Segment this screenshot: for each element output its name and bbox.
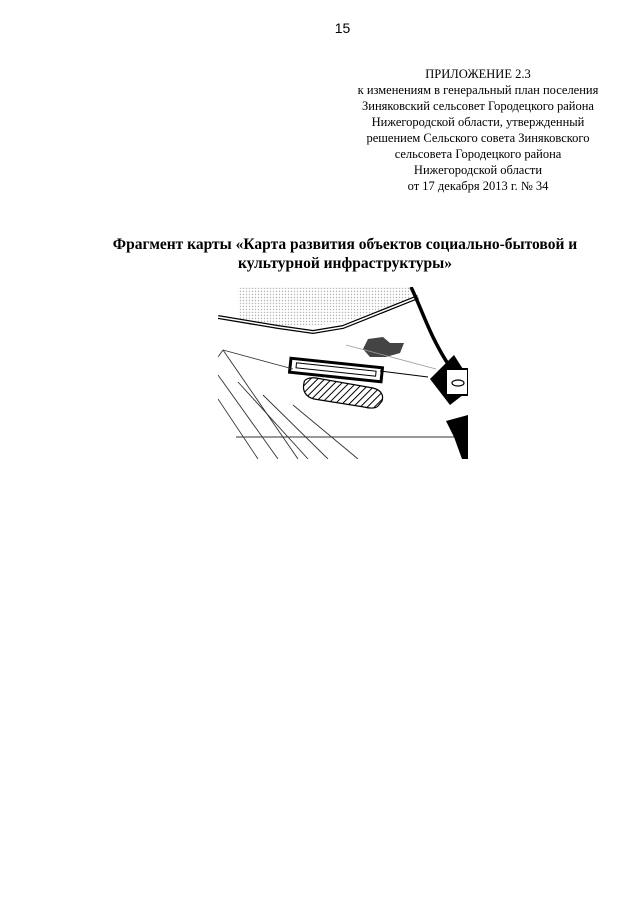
appendix-block: [328, 66, 628, 194]
page-number: 15: [334, 20, 351, 36]
map-title: [60, 235, 630, 273]
appendix-line: к изменениям в генеральный план поселения: [357, 83, 599, 97]
planned-area: [303, 378, 382, 408]
map-title-line-1: Фрагмент карты «Карта развития объектов социально-бытовой и: [112, 236, 578, 253]
map-drawing: [218, 287, 468, 459]
appendix-heading: ПРИЛОЖЕНИЕ 2.3: [425, 67, 531, 81]
path-line: [380, 371, 428, 377]
appendix-line: решением Сельского совета Зиняковского: [366, 131, 590, 145]
pond: [363, 337, 404, 357]
corner-block-2: [454, 437, 468, 459]
dotted-area: [238, 287, 413, 327]
corner-block: [446, 415, 468, 437]
appendix-line: Нижегородской области, утвержденный: [371, 115, 585, 129]
map-title-line-2: культурной инфраструктуры»: [237, 255, 452, 272]
appendix-line: Зиняковский сельсовет Городецкого района: [362, 99, 594, 113]
appendix-line: сельсовета Городецкого района: [394, 147, 562, 161]
right-building-mark: [452, 380, 464, 386]
appendix-line: Нижегородской области: [413, 163, 543, 177]
map-fragment: [218, 287, 468, 459]
appendix-date-line: от 17 декабря 2013 г. № 34: [407, 179, 549, 193]
